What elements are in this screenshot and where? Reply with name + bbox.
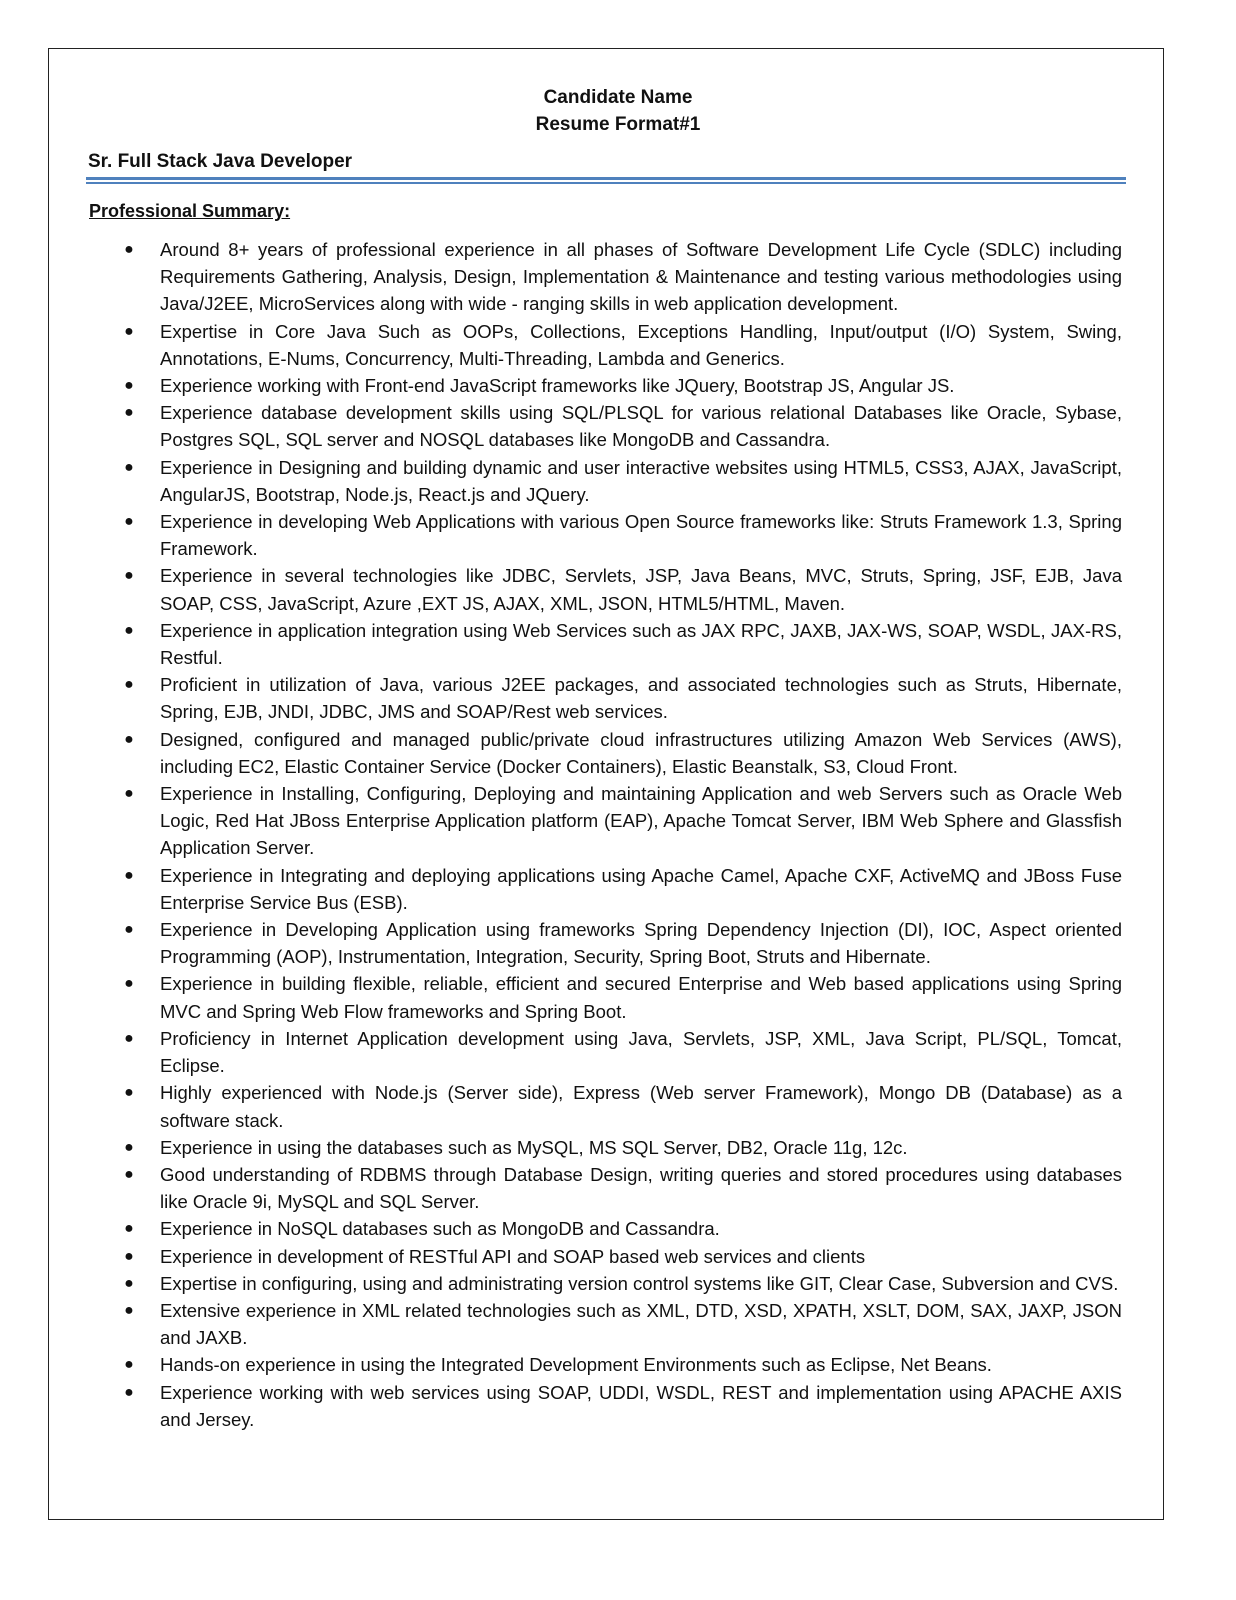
summary-bullet-item: [124, 1161, 1122, 1215]
summary-bullet-text: Around 8+ years of professional experience in all phases of Software Development Life Cycle (SDLC) including Requirements Gathering, Analysis, Design, Implementation & Maintenance and testing various methodologies using Java/J2EE, MicroServices along with wide - ranging skills in web application development.: [160, 239, 1122, 315]
summary-bullet-text: Experience working with Front-end JavaScript frameworks like JQuery, Bootstrap JS, Angular JS.: [160, 375, 955, 397]
summary-bullet-item: [124, 318, 1122, 372]
summary-bullet-item: [124, 1215, 1122, 1242]
header-divider-thin: [86, 182, 1126, 184]
summary-bullet-item: [124, 1379, 1122, 1433]
summary-bullet-text: Experience database development skills using SQL/PLSQL for various relational Databases like Oracle, Sybase, Postgres SQL, SQL server and NOSQL databases like MongoDB and Cassandra.: [160, 402, 1122, 451]
summary-bullet-item: [124, 970, 1122, 1024]
bullet-dot-icon: ●: [124, 567, 134, 585]
summary-bullet-text: Expertise in configuring, using and administrating version control systems like GIT, Clear Case, Subversion and CVS.: [160, 1272, 1119, 1294]
bullet-dot-icon: ●: [124, 676, 134, 694]
summary-bullet-text: Expertise in Core Java Such as OOPs, Collections, Exceptions Handling, Input/output (I/O) System, Swing, Annotations, E-Nums, Concurrency, Multi-Threading, Lambda and Generics.: [160, 320, 1122, 369]
summary-bullet-item: [124, 454, 1122, 508]
summary-bullet-item: [124, 1134, 1122, 1161]
title-block: [0, 84, 1236, 138]
section-heading-professional-summary: Professional Summary:: [89, 201, 291, 221]
summary-bullet-item: [124, 671, 1122, 725]
candidate-name: Candidate Name: [543, 87, 693, 108]
bullet-dot-icon: ●: [124, 404, 134, 422]
summary-bullet-text: Hands-on experience in using the Integrated Development Environments such as Eclipse, Net Beans.: [160, 1354, 992, 1376]
summary-bullet-item: [124, 1243, 1122, 1270]
bullet-dot-icon: ●: [124, 866, 134, 884]
bullet-dot-icon: ●: [124, 1165, 134, 1183]
bullet-dot-icon: ●: [124, 322, 134, 340]
bullet-dot-icon: ●: [124, 513, 134, 531]
bullet-dot-icon: ●: [124, 241, 134, 258]
summary-bullet-item: [124, 562, 1122, 616]
summary-bullet-text: Experience in using the databases such as MySQL, MS SQL Server, DB2, Oracle 11g, 12c.: [160, 1136, 908, 1158]
summary-bullet-text: Experience in development of RESTful API and SOAP based web services and clients: [160, 1245, 866, 1267]
bullet-dot-icon: ●: [124, 377, 134, 395]
summary-bullet-item: [124, 862, 1122, 916]
summary-bullet-item: [124, 372, 1122, 399]
bullet-dot-icon: ●: [124, 1274, 134, 1292]
summary-bullet-item: [124, 236, 1122, 318]
summary-bullet-text: Experience in building flexible, reliable, efficient and secured Enterprise and Web based applications using Spring MVC and Spring Web Flow frameworks and Spring Boot.: [160, 973, 1122, 1022]
summary-bullet-text: Experience in Integrating and deploying applications using Apache Camel, Apache CXF, ActiveMQ and JBoss Fuse Enterprise Service Bus (ESB).: [160, 864, 1122, 913]
summary-bullet-item: [124, 780, 1122, 862]
bullet-dot-icon: ●: [124, 1138, 134, 1156]
bullet-dot-icon: ●: [124, 921, 134, 939]
summary-bullet-text: Proficiency in Internet Application development using Java, Servlets, JSP, XML, Java Script, PL/SQL, Tomcat, Eclipse.: [160, 1027, 1122, 1077]
header-divider-thick: [86, 177, 1126, 180]
summary-bullet-text: Experience in several technologies like JDBC, Servlets, JSP, Java Beans, MVC, Struts, Spring, JSF, EJB, Java SOAP, CSS, JavaScript, Azure ,EXT JS, AJAX, XML, JSON, HTML5/HTML, Maven.: [160, 565, 1122, 614]
summary-bullet-item: [124, 508, 1122, 562]
bullet-dot-icon: ●: [124, 1247, 134, 1265]
bullet-dot-icon: ●: [124, 975, 134, 993]
summary-bullet-text: Experience in developing Web Applications with various Open Source frameworks like: Struts Framework 1.3, Spring Framework.: [160, 511, 1122, 560]
bullet-dot-icon: ●: [124, 621, 134, 639]
summary-bullet-text: Experience working with web services using SOAP, UDDI, WSDL, REST and implementation using APACHE AXIS and Jersey.: [160, 1381, 1122, 1430]
summary-bullet-item: [124, 399, 1122, 453]
summary-bullet-item: [124, 1270, 1122, 1297]
summary-bullet-item: [124, 617, 1122, 671]
summary-bullet-text: Proficient in utilization of Java, various J2EE packages, and associated technologies such as Struts, Hibernate, Spring, EJB, JNDI, JDBC, JMS and SOAP/Rest web services.: [160, 674, 1122, 723]
bullet-dot-icon: ●: [124, 458, 134, 476]
summary-bullet-list: [124, 236, 1122, 1433]
summary-bullet-item: [124, 726, 1122, 780]
summary-bullet-text: Experience in application integration using Web Services such as JAX RPC, JAXB, JAX-WS, SOAP, WSDL, JAX-RS, Restful.: [160, 619, 1122, 669]
summary-bullet-text: Designed, configured and managed public/private cloud infrastructures utilizing Amazon Web Services (AWS), including EC2, Elastic Container Service (Docker Containers), Elastic Beanstalk, S3, Cloud Front.: [160, 728, 1122, 777]
bullet-dot-icon: ●: [124, 1084, 134, 1102]
bullet-dot-icon: ●: [124, 1383, 134, 1401]
summary-bullet-text: Extensive experience in XML related technologies such as XML, DTD, XSD, XPATH, XSLT, DOM, SAX, JAXP, JSON and JAXB.: [160, 1299, 1122, 1349]
bullet-dot-icon: ●: [124, 730, 134, 748]
resume-format-label: Resume Format#1: [535, 114, 701, 135]
summary-bullet-text: Experience in Developing Application using frameworks Spring Dependency Injection (DI), IOC, Aspect oriented Programming (AOP), Instrumentation, Integration, Security, Spring Boot, Struts and Hibernate.: [160, 919, 1122, 968]
bullet-dot-icon: ●: [124, 1356, 134, 1374]
summary-bullet-item: [124, 1297, 1122, 1351]
job-title: Sr. Full Stack Java Developer: [88, 151, 353, 172]
bullet-dot-icon: ●: [124, 785, 134, 803]
summary-bullet-text: Experience in Designing and building dynamic and user interactive websites using HTML5, CSS3, AJAX, JavaScript, AngularJS, Bootstrap, Node.js, React.js and JQuery.: [160, 456, 1122, 505]
bullet-dot-icon: ●: [124, 1301, 134, 1319]
summary-bullet-text: Good understanding of RDBMS through Database Design, writing queries and stored procedures using databases like Oracle 9i, MySQL and SQL Server.: [160, 1163, 1122, 1213]
summary-bullet-text: Experience in NoSQL databases such as MongoDB and Cassandra.: [160, 1218, 720, 1240]
summary-bullet-text: Highly experienced with Node.js (Server side), Express (Web server Framework), Mongo DB (Database) as a software stack.: [160, 1082, 1122, 1131]
summary-bullet-item: [124, 1351, 1122, 1378]
summary-bullet-item: [124, 1079, 1122, 1133]
summary-bullet-text: Experience in Installing, Configuring, Deploying and maintaining Application and web Servers such as Oracle Web Logic, Red Hat JBoss Enterprise Application platform (EAP), Apache Tomcat Server, IBM Web Sphere and Glassfish Application Server.: [160, 783, 1122, 859]
bullet-dot-icon: ●: [124, 1029, 134, 1047]
bullet-dot-icon: ●: [124, 1220, 134, 1238]
summary-bullet-item: [124, 916, 1122, 970]
summary-bullet-item: [124, 1025, 1122, 1079]
